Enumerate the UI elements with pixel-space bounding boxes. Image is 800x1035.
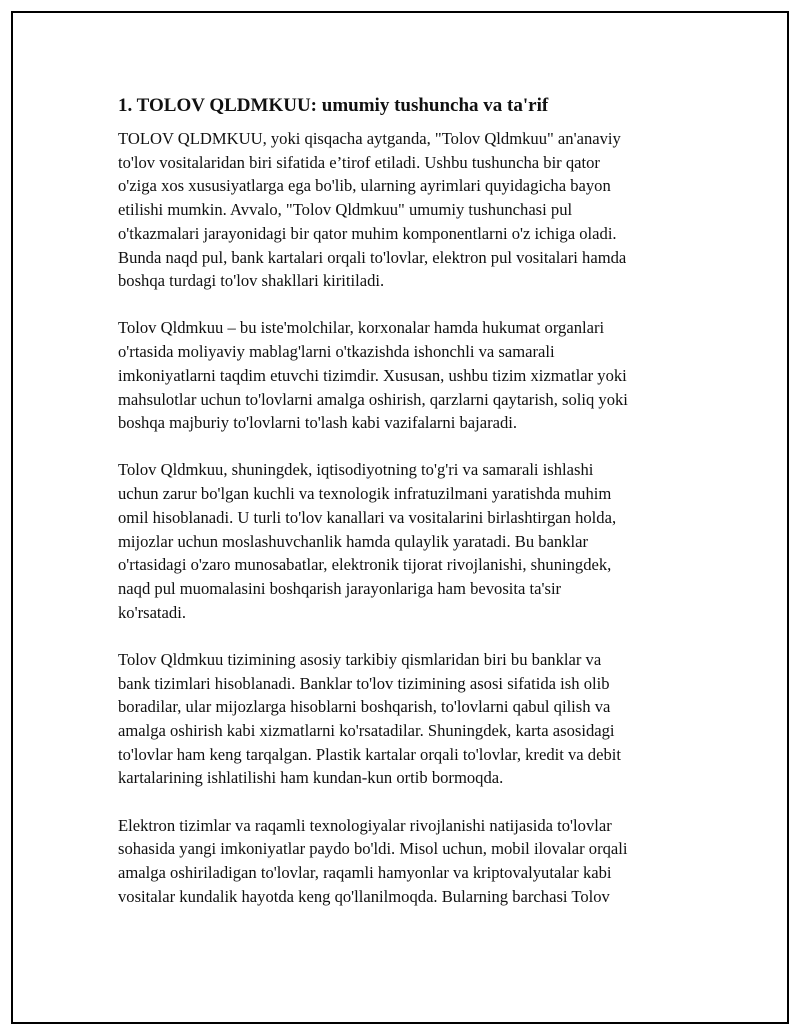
paragraph-4 [118,648,688,790]
paragraph-5 [118,814,688,909]
text-line: ko'rsatadi. [118,602,186,622]
text-line: boshqa turdagi to'lov shakllari kiritiladi. [118,271,385,291]
paragraph-2 [118,316,688,435]
text-line: kartalarining ishlatilishi ham kundan-kun ortib bormoqda. [118,768,504,788]
text-line: naqd pul muomalasini boshqarish jarayonlariga ham bevosita ta'sir [118,578,562,598]
text-line: amalga oshirish kabi xizmatlarni ko'rsatadilar. Shuningdek, karta asosidagi [118,720,615,740]
text-line: mahsulotlar uchun to'lovlarni amalga oshirish, qarzlarni qaytarish, soliq yoki [118,389,628,409]
text-line: amalga oshiriladigan to'lovlar, raqamli hamyonlar va kriptovalyutalar kabi [118,862,612,882]
text-line: etilishi mumkin. Avvalo, "Tolov Qldmkuu" umumiy tushunchasi pul [118,200,573,220]
text-line: Tolov Qldmkuu, shuningdek, iqtisodiyotning to'g'ri va samarali ishlashi [118,460,594,480]
section-heading: 1. TOLOV QLDMKUU: umumiy tushuncha va ta'rif [118,95,549,116]
text-line: bank tizimlari hisoblanadi. Banklar to'lov tizimining asosi sifatida ish olib [118,673,610,693]
text-line: to'lov vositalaridan biri sifatida e’tirof etiladi. Ushbu tushuncha bir qator [118,152,600,172]
text-line: boshqa majburiy to'lovlarni to'lash kabi vazifalarni bajaradi. [118,413,518,433]
text-line: Tolov Qldmkuu tizimining asosiy tarkibiy qismlaridan biri bu banklar va [118,649,602,669]
text-line: sohasida yangi imkoniyatlar paydo bo'ldi. Misol uchun, mobil ilovalar orqali [118,839,628,859]
text-line: o'rtasida moliyaviy mablag'larni o'tkazishda ishonchli va samarali [118,342,555,362]
text-line: imkoniyatlarni taqdim etuvchi tizimdir. Xususan, ushbu tizim xizmatlar yoki [118,365,627,385]
text-line: o'rtasidagi o'zaro munosabatlar, elektronik tijorat rivojlanishi, shuningdek, [118,555,612,575]
paragraph-3 [118,458,688,624]
text-line: o'ziga xos xususiyatlarga ega bo'lib, ularning ayrimlari quyidagicha bayon [118,176,611,196]
paragraph-1 [118,127,688,293]
text-line: mijozlar uchun moslashuvchanlik hamda qulaylik yaratadi. Bu banklar [118,531,589,551]
text-line: to'lovlar ham keng tarqalgan. Plastik kartalar orqali to'lovlar, kredit va debit [118,744,621,764]
text-line: TOLOV QLDMKUU, yoki qisqacha aytganda, "Tolov Qldmkuu" an'anaviy [118,129,621,148]
text-line: uchun zarur bo'lgan kuchli va texnologik infratuzilmani yaratishda muhim [118,484,612,504]
text-line: o'tkazmalari jarayonidagi bir qator muhim komponentlarni o'z ichiga oladi. [118,223,617,243]
text-line: Bunda naqd pul, bank kartalari orqali to'lovlar, elektron pul vositalari hamda [118,247,627,267]
document-body [118,94,688,932]
text-line: vositalar kundalik hayotda keng qo'llanilmoqda. Bularning barchasi Tolov [118,886,610,906]
text-line: boradilar, ular mijozlarga hisoblarni boshqarish, to'lovlarni qabul qilish va [118,697,611,717]
text-line: Elektron tizimlar va raqamli texnologiyalar rivojlanishi natijasida to'lovlar [118,815,612,835]
text-line: Tolov Qldmkuu – bu iste'molchilar, korxonalar hamda hukumat organlari [118,318,605,338]
text-line: omil hisoblanadi. U turli to'lov kanallari va vositalarini birlashtirgan holda, [118,507,617,527]
